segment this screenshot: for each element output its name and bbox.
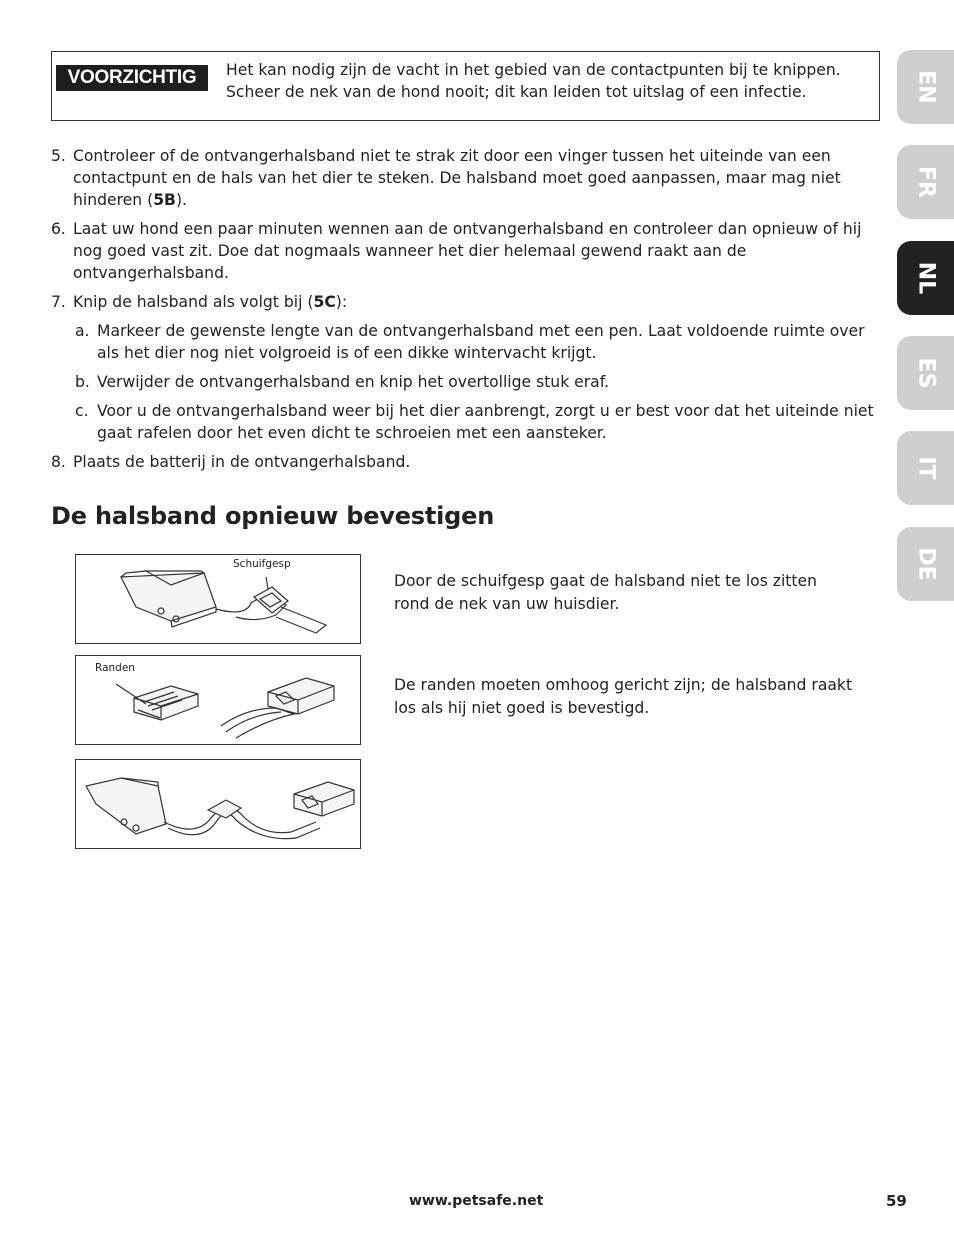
- step-text: Knip de halsband als volgt bij (: [73, 293, 314, 311]
- step-number: 6.: [51, 220, 66, 238]
- step-text-end: ).: [175, 191, 187, 209]
- page-number: 59: [886, 1192, 907, 1210]
- step-7b: [51, 371, 881, 393]
- caution-line-1: Het kan nodig zijn de vacht in het gebied van de contactpunten bij te knippen.: [226, 61, 841, 79]
- tab-label: EN: [913, 70, 938, 104]
- step-text: Laat uw hond een paar minuten wennen aan de ontvangerhalsband en controleer dan opnieuw of hij nog goed vast zit. Doe dat nogmaals wanneer het dier helemaal gewend raakt aan de ontvangerhalsband.: [73, 220, 862, 282]
- ridges-description: De randen moeten omhoog gericht zijn; de halsband raakt los als hij niet goed is bevestigd.: [394, 676, 853, 717]
- tab-es[interactable]: [897, 336, 954, 410]
- slide-buckle-description: Door de schuifgesp gaat de halsband niet te los zitten rond de nek van uw huisdier.: [394, 572, 818, 613]
- figure-ref: 5B: [153, 191, 176, 209]
- section-heading: De halsband opnieuw bevestigen: [51, 502, 495, 530]
- substep-text: Voor u de ontvangerhalsband weer bij het dier aanbrengt, zorgt u er best voor dat het uiteinde niet gaat rafelen door het even dicht te schroeien met een aansteker.: [97, 402, 874, 442]
- step-8: [51, 451, 881, 473]
- step-number: 7.: [51, 293, 66, 311]
- tab-de[interactable]: [897, 527, 954, 601]
- ridges-label: Randen: [95, 662, 135, 674]
- tab-label: DE: [913, 547, 938, 581]
- slide-buckle-illustration: [76, 555, 362, 645]
- tab-label: ES: [913, 357, 938, 389]
- step-5: [51, 145, 881, 211]
- instruction-steps: [51, 145, 881, 480]
- tab-it[interactable]: [897, 431, 954, 505]
- step-number: 5.: [51, 147, 66, 165]
- step-7a: [51, 320, 881, 364]
- step-7c: [51, 400, 881, 444]
- caution-text: [226, 59, 841, 103]
- tab-label: FR: [913, 166, 938, 198]
- tab-label: IT: [913, 456, 938, 480]
- substep-letter: b.: [75, 373, 90, 391]
- figure-assembled-collar: [75, 759, 361, 849]
- footer-url: www.petsafe.net: [409, 1193, 544, 1209]
- figure-slide-buckle: [75, 554, 361, 644]
- tab-nl[interactable]: [897, 241, 954, 315]
- step-7: [51, 291, 881, 313]
- step-text: Controleer of de ontvangerhalsband niet te strak zit door een vinger tussen het uiteinde van een contactpunt en de hals van het dier te steken. De halsband moet goed aanpassen, maar mag niet hinderen (: [73, 147, 841, 209]
- step-6: [51, 218, 881, 284]
- step-number: 8.: [51, 453, 66, 471]
- step-text-end: ):: [335, 293, 348, 311]
- assembled-collar-illustration: [76, 760, 362, 850]
- substep-text: Verwijder de ontvangerhalsband en knip het overtollige stuk eraf.: [97, 373, 610, 391]
- tab-en[interactable]: [897, 50, 954, 124]
- substep-letter: a.: [75, 322, 90, 340]
- caution-line-2: Scheer de nek van de hond nooit; dit kan leiden tot uitslag of een infectie.: [226, 83, 807, 101]
- slide-buckle-label: Schuifgesp: [233, 558, 291, 570]
- substep-text: Markeer de gewenste lengte van de ontvangerhalsband met een pen. Laat voldoende ruimte over als het dier nog niet volgroeid is of een dikke wintervacht krijgt.: [97, 322, 865, 362]
- tab-label: NL: [913, 261, 938, 295]
- figure-ref: 5C: [313, 293, 336, 311]
- caution-badge: VOORZICHTIG: [56, 65, 208, 91]
- figure-ridges: [75, 655, 361, 745]
- tab-fr[interactable]: [897, 145, 954, 219]
- step-text: Plaats de batterij in de ontvangerhalsband.: [73, 453, 411, 471]
- substep-letter: c.: [75, 402, 89, 420]
- caution-box: [51, 51, 880, 121]
